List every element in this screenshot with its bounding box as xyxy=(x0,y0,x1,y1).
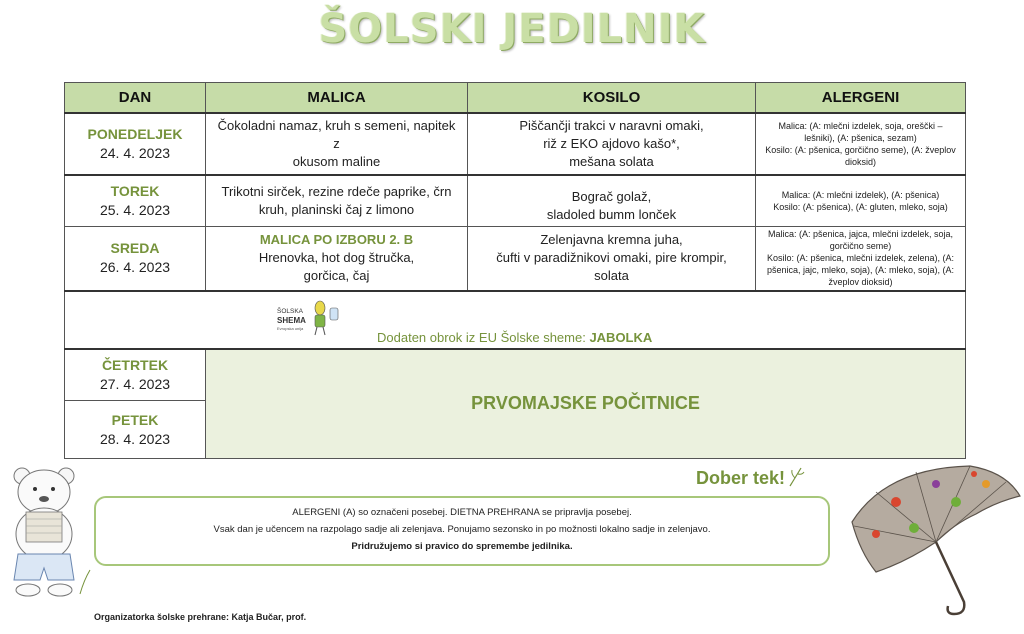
holiday-cell xyxy=(206,349,966,459)
dober-tek-text: Dober tek! xyxy=(696,468,786,488)
malica-line: gorčica, čaj xyxy=(303,268,370,284)
sheme-text-prefix: Dodaten obrok iz EU Šolske sheme: xyxy=(377,329,590,345)
day-date: 24. 4. 2023 xyxy=(99,144,171,161)
kosilo-cell xyxy=(468,175,756,227)
organizer-text: Organizatorka šolske prehrane: Katja Bučar, prof. xyxy=(94,612,307,622)
day-name: SREDA xyxy=(110,240,160,257)
malica-cell xyxy=(206,175,468,227)
table-header-row xyxy=(65,83,966,113)
day-date: 28. 4. 2023 xyxy=(99,430,171,447)
day-date: 25. 4. 2023 xyxy=(99,201,171,218)
sheme-text xyxy=(377,330,652,345)
umbrella-illustration xyxy=(846,462,1022,620)
kosilo-line: Bograč golaž, xyxy=(571,188,652,204)
logo-text-2: SHEMA xyxy=(277,315,306,325)
malica-cell xyxy=(206,227,468,291)
alergeni-line: Kosilo: (A: pšenica), (A: gluten, mleko, soja) xyxy=(773,201,948,212)
sprig-icon xyxy=(786,466,806,488)
alergeni-line: gorčično seme) xyxy=(829,241,892,252)
day-cell xyxy=(65,113,206,175)
holiday-text: PRVOMAJSKE POČITNICE xyxy=(471,393,700,414)
table-row xyxy=(65,227,966,291)
alergeni-line: Kosilo: (A: pšenica, mlečni izdelek, zelena), (A: xyxy=(766,253,955,264)
logo-text-1: ŠOLSKA xyxy=(277,307,304,315)
day-name: PONEDELJEK xyxy=(87,125,183,142)
kosilo-line: čufti v paradižnikovi omaki, pire krompir, xyxy=(496,250,727,266)
logo-text-3: Evropska unija xyxy=(277,325,304,331)
table-row xyxy=(65,291,966,349)
sheme-cell xyxy=(65,291,966,349)
alergeni-line: žveplov dioksid) xyxy=(828,277,893,288)
day-cell xyxy=(65,401,206,459)
malica-line: Hrenovka, hot dog štručka, xyxy=(258,250,415,266)
alergeni-line: lešniki), (A: pšenica, sezam) xyxy=(804,132,917,143)
kosilo-line: Zelenjavna kremna juha, xyxy=(540,232,683,248)
day-cell xyxy=(65,349,206,401)
kosilo-line: sladoled bumm lonček xyxy=(546,206,677,222)
day-name: TOREK xyxy=(110,182,160,199)
malica-line: Trikotni sirček, rezine rdeče paprike, črn xyxy=(221,183,452,199)
header-malica: MALICA xyxy=(206,83,468,113)
alergeni-line: Malica: (A: pšenica, jajca, mlečni izdelek, soja, xyxy=(767,229,954,240)
kosilo-line: mešana solata xyxy=(569,153,654,169)
table-row xyxy=(65,349,966,401)
malica-line: Čokoladni namaz, kruh s semeni, napitek z xyxy=(217,117,456,151)
malica-line: okusom maline xyxy=(292,153,381,169)
day-name: ČETRTEK xyxy=(101,356,169,373)
kosilo-cell xyxy=(468,113,756,175)
menu-table xyxy=(64,82,966,459)
info-line-3: Pridružujemo si pravico do spremembe jedilnika. xyxy=(351,541,573,552)
alergeni-cell xyxy=(756,227,966,291)
alergeni-cell xyxy=(756,113,966,175)
sheme-fruit: JABOLKA xyxy=(589,329,653,345)
header-dan: DAN xyxy=(65,83,206,113)
header-alergeni: ALERGENI xyxy=(756,83,966,113)
malica-heading: MALICA PO IZBORU 2. B xyxy=(259,232,414,248)
day-date: 26. 4. 2023 xyxy=(99,259,171,276)
info-line-1: ALERGENI (A) so označeni posebej. DIETNA PREHRANA se pripravlja posebej. xyxy=(292,507,632,518)
alergeni-cell xyxy=(756,175,966,227)
alergeni-line: Kosilo: (A: pšenica, gorčično seme), (A: žveplov xyxy=(765,144,956,155)
header-kosilo: KOSILO xyxy=(468,83,756,113)
kosilo-line: solata xyxy=(594,268,629,284)
page-title: ŠOLSKI JEDILNIK xyxy=(318,6,706,52)
day-name: PETEK xyxy=(111,411,159,428)
day-cell xyxy=(65,175,206,227)
alergeni-line: pšenica, jajc, mleko, soja), (A: mleko, soja), (A: xyxy=(766,265,955,276)
day-cell xyxy=(65,227,206,291)
kosilo-line: riž z EKO ajdovo kašo*, xyxy=(543,135,680,151)
info-line-2: Vsak dan je učencem na razpolago sadje ali zelenjava. Ponujamo sezonsko in po možnosti lokalno sadje in zelenjavo. xyxy=(213,524,711,535)
school-scheme-logo xyxy=(275,298,351,340)
day-date: 27. 4. 2023 xyxy=(99,375,171,392)
kosilo-line: Piščančji trakci v naravni omaki, xyxy=(519,117,704,133)
table-row xyxy=(65,175,966,227)
alergeni-line: dioksid) xyxy=(844,156,876,167)
alergeni-line: Malica: (A: mlečni izdelek, soja, oreščki – xyxy=(778,120,943,131)
bear-illustration xyxy=(4,462,94,602)
table-row xyxy=(65,113,966,175)
malica-line: kruh, planinski čaj z limono xyxy=(258,201,415,217)
malica-cell xyxy=(206,113,468,175)
info-box xyxy=(94,496,830,566)
alergeni-line: Malica: (A: mlečni izdelek), (A: pšenica) xyxy=(781,189,940,200)
kosilo-cell xyxy=(468,227,756,291)
